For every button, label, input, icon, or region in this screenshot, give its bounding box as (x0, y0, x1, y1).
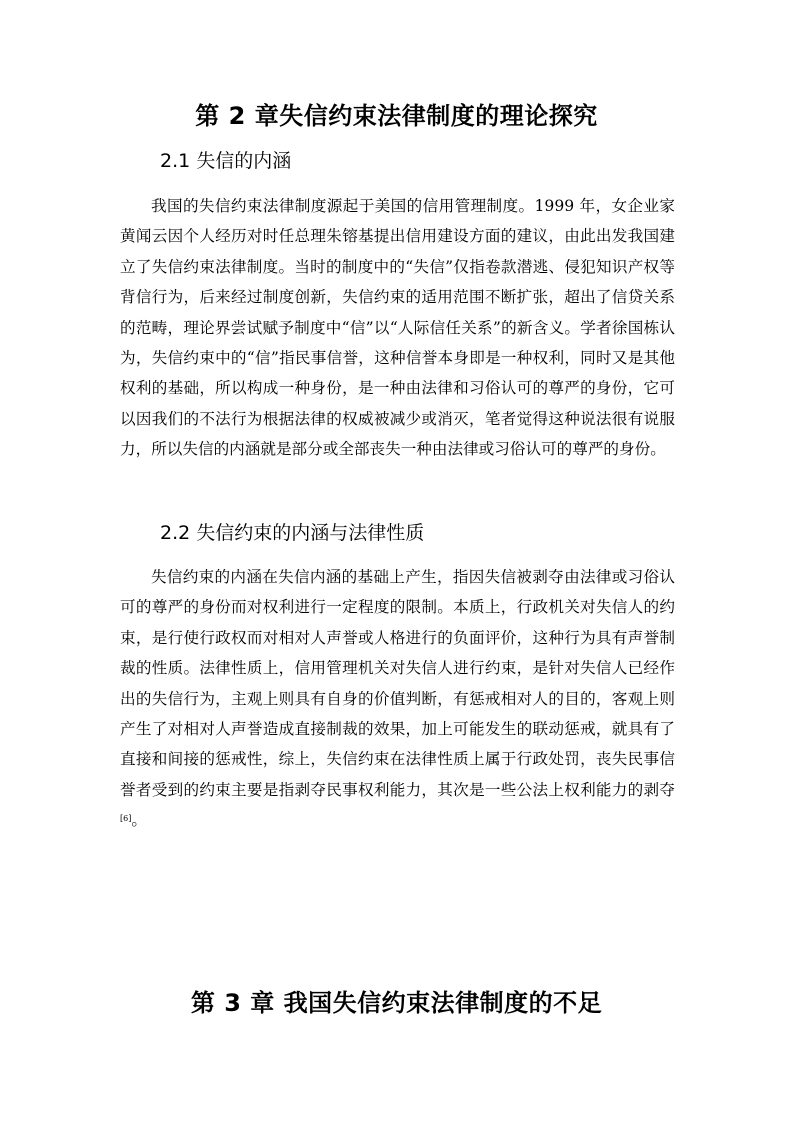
chapter-2-title: 第 2 章失信约束法律制度的理论探究 (195, 102, 598, 130)
section-2-1-paragraph: 我国的失信约束法律制度源起于美国的信用管理制度。1999 年，女企业家黄闻云因个人经历对时任总理朱镕基提出信用建设方面的建议，由此出发我国建立了失信约束法律制度。当时的制度中的“失信”仅指卷款潜逃、侵犯知识产权等背信行为，后来经过制度创新，失信约束的适用范围不断扩张，超出了信贷关系的范畴，理论界尝试赋予制度中“信”以“人际信任关系”的新含义。学者徐国栋认为，失信约束中的“信”指民事信誉，这种信誉本身即是一种权利，同时又是其他权利的基础，所以构成一种身份，是一种由法律和习俗认可的尊严的身份，它可以因我们的不法行为根据法律的权威被减少或消灭，笔者觉得这种说法很有说服力，所以失信的内涵就是部分或全部丧失一种由法律或习俗认可的尊严的身份。 (120, 197, 675, 459)
section-2-2-title: 2.2 失信约束的内涵与法律性质 (160, 522, 425, 544)
section-2-1-title: 2.1 失信的内涵 (160, 150, 292, 172)
paragraph-end-mark: 。 (131, 811, 147, 830)
citation-reference: [6] (120, 814, 132, 824)
section-2-2-paragraph-text: 失信约束的内涵在失信内涵的基础上产生，指因失信被剥夺由法律或习俗认可的尊严的身份而对权利进行一定程度的限制。本质上，行政机关对失信人的约束，是行使行政权而对相对人声誉或人格进行的负面评价，这种行为具有声誉制裁的性质。法律性质上，信用管理机关对失信人进行约束，是针对失信人已经作出的失信行为，主观上则具有自身的价值判断，有惩戒相对人的目的，客观上则产生了对相对人声誉造成直接制裁的效果，加上可能发生的联动惩戒，就具有了直接和间接的惩戒性，综上，失信约束在法律性质上属于行政处罚，丧失民事信誉者受到的约束主要是指剥夺民事权利能力，其次是一些公法上权利能力的剥夺 (120, 568, 675, 799)
section-2-2-paragraph (120, 562, 675, 839)
chapter-3-title: 第 3 章 我国失信约束法律制度的不足 (190, 989, 603, 1017)
